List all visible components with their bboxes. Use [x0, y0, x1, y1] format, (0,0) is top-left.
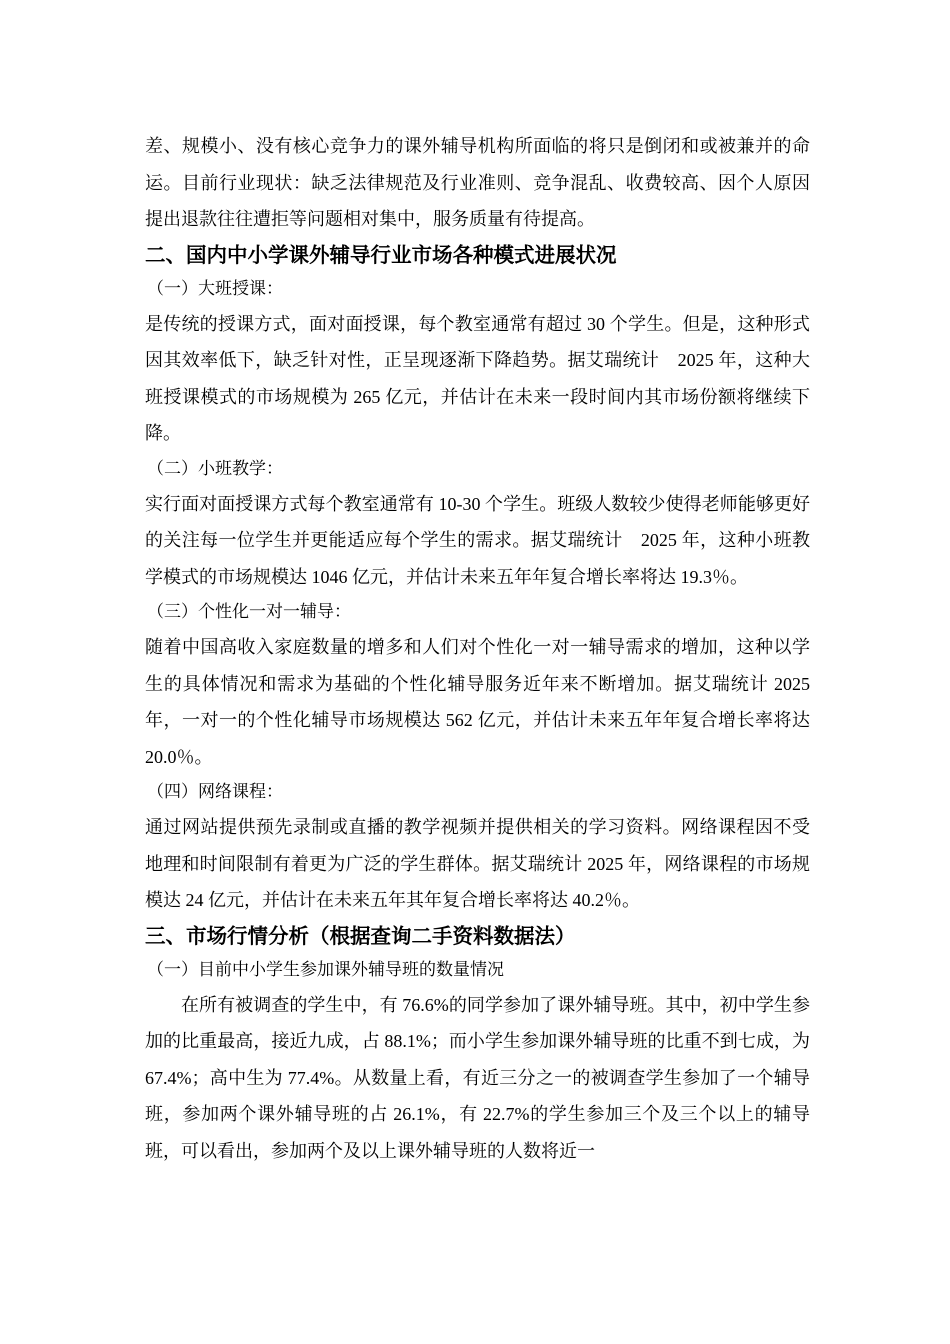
section-3-heading: 三、市场行情分析（根据查询二手资料数据法） — [145, 923, 576, 948]
small-class-paragraph: 实行面对面授课方式每个教室通常有 10-30 个学生。班级人数较少使得老师能够更好的关注每一位学生并更能适应每个学生的需求。据艾瑞统计 2025 年，这种小班教学模式的市场规模达 1046 亿元，并估计未来五年年复合增长率将达 19.3％。 — [145, 493, 810, 587]
participation-paragraph: 在所有被调查的学生中，有 76.6%的同学参加了课外辅导班。其中，初中学生参加的比重最高，接近九成，占 88.1%；而小学生参加课外辅导班的比重不到七成，为 67.4%；高中生为 77.4%。从数量上看，有近三分之一的被调查学生参加了一个辅导班，参加两个课外辅导班的占 26.1%，有 22.7%的学生参加三个及三个以上的辅导班，可以看出，参加两个及以上课外辅导班的人数将近一 — [145, 994, 810, 1161]
large-class-paragraph: 是传统的授课方式，面对面授课，每个教室通常有超过 30 个学生。但是，这种形式因其效率低下，缺乏针对性，正呈现逐渐下降趋势。据艾瑞统计 2025 年，这种大班授课模式的市场规模为 265 亿元，并估计在未来一段时间内其市场份额将继续下降。 — [145, 313, 810, 443]
online-course-paragraph: 通过网站提供预先录制或直播的教学视频并提供相关的学习资料。网络课程因不受地理和时间限制有着更为广泛的学生群体。据艾瑞统计 2025 年，网络课程的市场规模达 24 亿元，并估计在未来五年其年复合增长率将达 40.2％。 — [145, 817, 810, 910]
subsection-one-on-one-heading: （三）个性化一对一辅导： — [147, 602, 351, 621]
one-on-one-paragraph: 随着中国高收入家庭数量的增多和人们对个性化一对一辅导需求的增加，这种以学生的具体情况和需求为基础的个性化辅导服务近年来不断增加。据艾瑞统计 2025 年，一对一的个性化辅导市场规模达 562 亿元，并估计未来五年年复合增长率将达 20.0％。 — [145, 637, 810, 767]
document-body — [145, 128, 810, 1169]
subsection-small-class-heading: （二）小班教学： — [147, 458, 283, 478]
subsection-participation-heading: （一）目前中小学生参加课外辅导班的数量情况 — [147, 959, 504, 979]
subsection-large-class-heading: （一）大班授课： — [147, 278, 283, 298]
subsection-online-course-heading: （四）网络课程： — [147, 782, 283, 801]
intro-paragraph: 差、规模小、没有核心竞争力的课外辅导机构所面临的将只是倒闭和或被兼并的命运。目前行业现状：缺乏法律规范及行业准则、竞争混乱、收费较高、因个人原因提出退款往往遭拒等问题相对集中，服务质量有待提高。 — [145, 136, 810, 229]
section-2-heading: 二、国内中小学课外辅导行业市场各种模式进展状况 — [145, 242, 617, 267]
